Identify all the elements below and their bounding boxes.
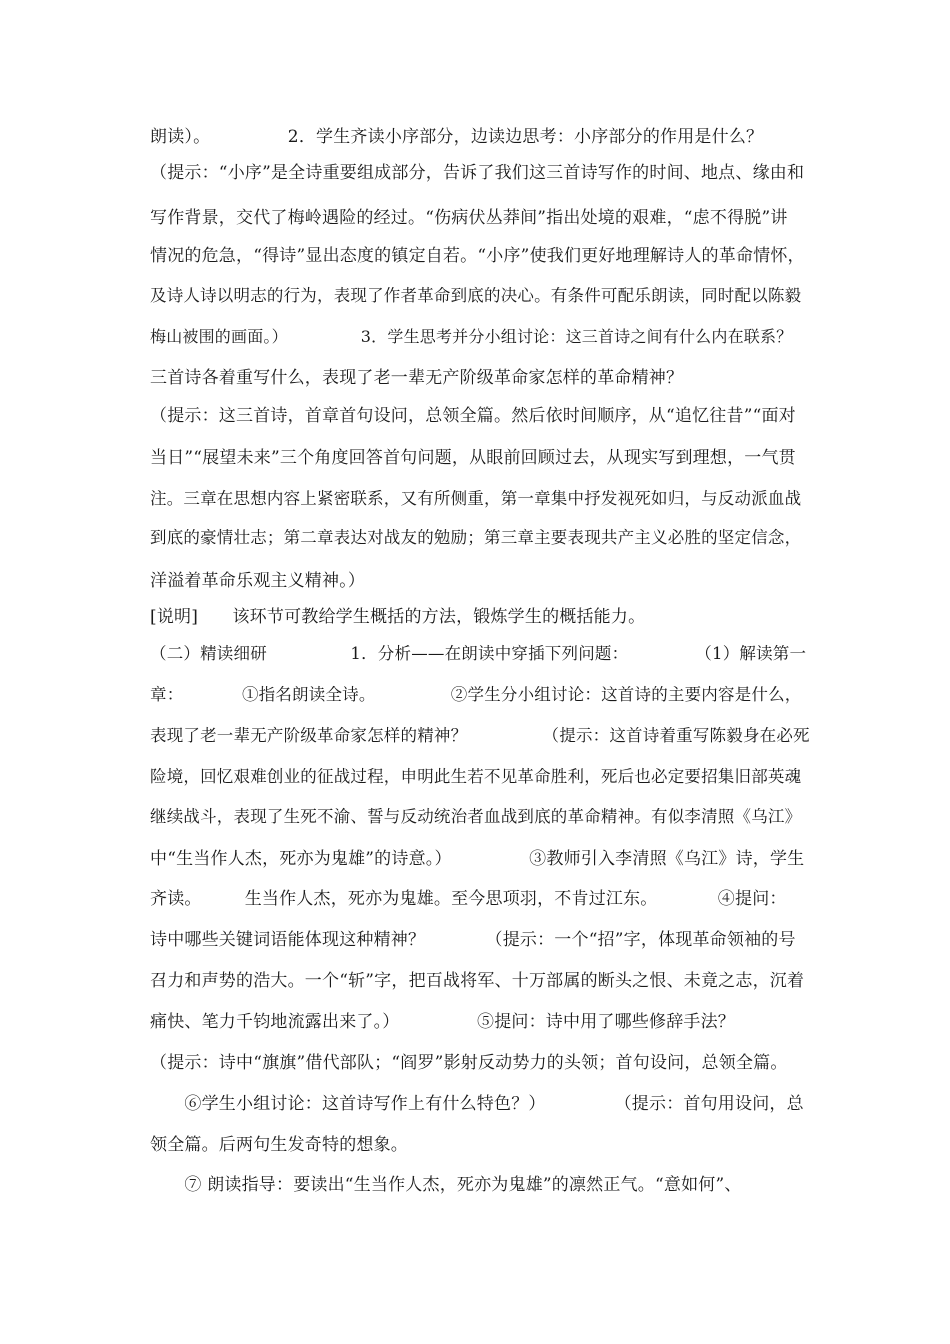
text-line: 诗中哪些关键词语能体现这种精神？ （提示：一个“招”字，体现革命领袖的号: [150, 930, 796, 950]
text-line: ⑦ 朗读指导：要读出“生当作人杰，死亦为鬼雄”的凛然正气。“意如何”、: [150, 1175, 742, 1195]
text-line: （提示：这三首诗，首章首句设问，总领全篇。然后依时间顺序，从“追忆往昔”“面对: [150, 406, 796, 426]
text-line: ⑥学生小组讨论：这首诗写作上有什么特色？） （提示：首句用设问，总: [150, 1094, 804, 1114]
text-line: 章： ①指名朗读全诗。 ②学生分小组讨论：这首诗的主要内容是什么，: [150, 685, 802, 704]
text-line: （二）精读细研 1．分析——在朗读中穿插下列问题： （1）解读第一: [150, 644, 807, 663]
text-line: 洋溢着革命乐观主义精神。）: [150, 571, 366, 591]
text-line: 情况的危急，“得诗”显出态度的镇定自若。“小序”使我们更好地理解诗人的革命情怀，: [150, 246, 805, 266]
text-line: 到底的豪情壮志；第二章表达对战友的勉励；第三章主要表现共产主义必胜的坚定信念，: [150, 528, 802, 547]
text-line: 痛快、笔力千钧地流露出来了。） ⑤提问：诗中用了哪些修辞手法？: [150, 1012, 735, 1032]
text-line: 表现了老一辈无产阶级革命家怎样的精神？ （提示：这首诗着重写陈毅身在必死: [150, 726, 810, 745]
text-line: （提示：诗中“旗旗”借代部队；“阎罗”影射反动势力的头领；首句设问，总领全篇。: [150, 1053, 788, 1073]
text-line: 及诗人诗以明志的行为，表现了作者革命到底的决心。有条件可配乐朗读，同时配以陈毅: [150, 286, 802, 305]
text-line: 写作背景，交代了梅岭遇险的经过。“伤病伏丛莽间”指出处境的艰难，“虑不得脱”讲: [150, 208, 788, 228]
text-line: 继续战斗，表现了生死不渝、誓与反动统治者血战到底的革命精神。有似李清照《乌江》: [150, 807, 802, 826]
text-line: 朗读）。 2．学生齐读小序部分，边读边思考：小序部分的作用是什么？: [150, 127, 764, 147]
text-line: 中“生当作人杰，死亦为鬼雄”的诗意。） ③教师引入李清照《乌江》诗，学生: [150, 849, 805, 869]
text-line: 三首诗各着重写什么，表现了老一辈无产阶级革命家怎样的革命精神？: [150, 368, 684, 388]
text-line: 当日”“展望未来”三个角度回答首句问题，从眼前回顾过去，从现实写到理想，一气贯: [150, 448, 796, 468]
text-line: 齐读。 生当作人杰，死亦为鬼雄。至今思项羽，不肯过江东。 ④提问：: [150, 889, 787, 909]
text-line: 领全篇。后两句生发奇特的想象。: [150, 1135, 408, 1155]
text-line: 注。三章在思想内容上紧密联系，又有所侧重，第一章集中抒发视死如归，与反动派血战: [150, 489, 802, 508]
text-line: [说明] 该环节可教给学生概括的方法，锻炼学生的概括能力。: [150, 607, 646, 627]
text-line: 召力和声势的浩大。一个“斩”字，把百战将军、十万部属的断头之恨、未竟之志，沉着: [150, 971, 805, 991]
text-line: 梅山被围的画面。） 3．学生思考并分小组讨论：这三首诗之间有什么内在联系？: [150, 327, 793, 346]
text-line: 险境，回忆艰难创业的征战过程，申明此生若不见革命胜利，死后也必定要招集旧部英魂: [150, 767, 802, 786]
text-line: （提示：“小序”是全诗重要组成部分，告诉了我们这三首诗写作的时间、地点、缘由和: [150, 163, 805, 183]
